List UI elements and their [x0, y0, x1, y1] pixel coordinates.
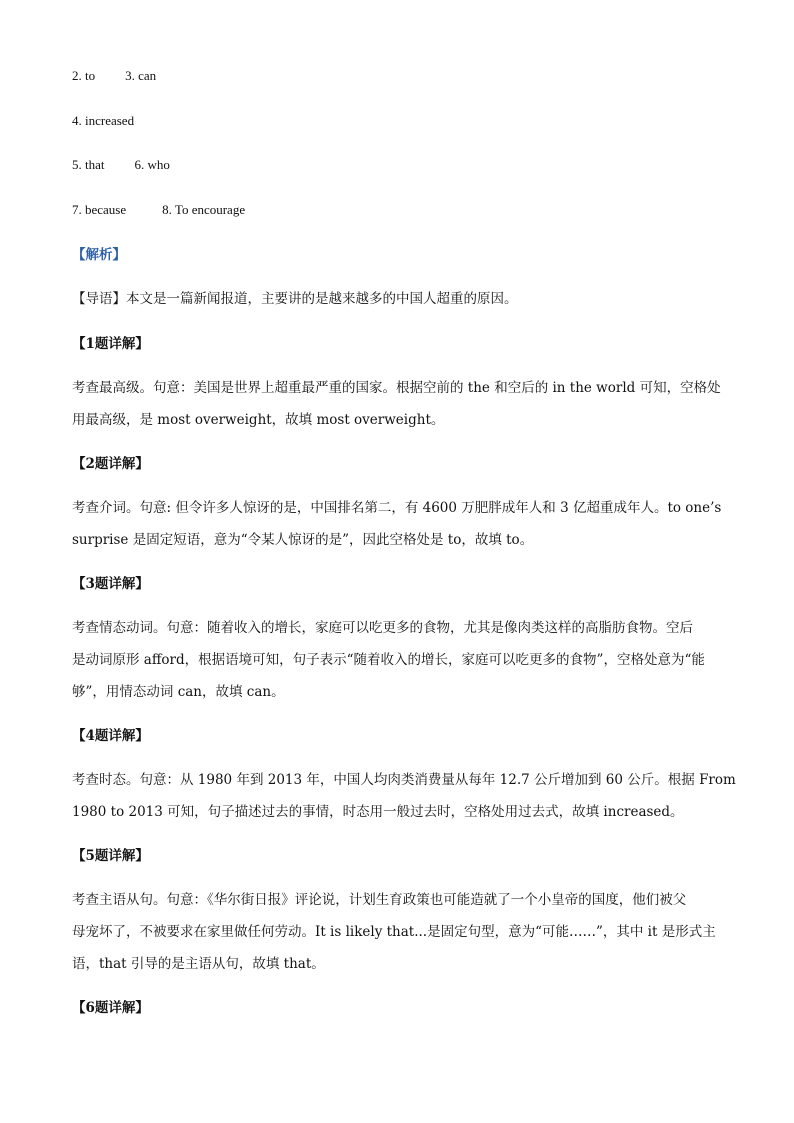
answer-row-4: [72, 112, 134, 130]
answer-6: 6. who: [134, 157, 170, 172]
answer-2: 2. to: [72, 68, 96, 83]
section-2-line-2: surprise 是固定短语，意为“令某人惊讶的是”，因此空格处是 to，故填 to。: [72, 532, 534, 548]
answer-3: 3. can: [125, 68, 157, 83]
section-3-line-2: 是动词原形 afford，根据语境可知，句子表示“随着收入的增长，家庭可以吃更多的食物”，空格处意为“能: [72, 652, 705, 668]
section-5-line-2: 母宠坏了，不被要求在家里做任何劳动。It is likely that...是固定句型，意为“可能……”，其中 it 是形式主: [72, 924, 716, 940]
section-6-heading: 【6题详解】: [72, 1000, 149, 1016]
section-5-heading: 【5题详解】: [72, 848, 149, 864]
section-1-heading: 【1题详解】: [72, 336, 149, 352]
section-1-line-2: 用最高级，是 most overweight，故填 most overweight。: [72, 412, 445, 428]
answer-4: 4. increased: [72, 113, 135, 128]
answer-row-5-6: [72, 156, 170, 174]
section-5-line-1: 考查主语从句。句意：《华尔街日报》评论说，计划生育政策也可能造就了一个小皇帝的国度，他们被父: [72, 892, 687, 908]
section-2-line-1: 考查介词。句意: 但令许多人惊讶的是，中国排名第二，有 4600 万肥胖成年人和 3 亿超重成年人。to one’s: [72, 500, 722, 516]
section-4-line-1: 考查时态。句意：从 1980 年到 2013 年，中国人均肉类消费量从每年 12.7 公斤增加到 60 公斤。根据 From: [72, 772, 736, 788]
section-1-line-1: 考查最高级。句意：美国是世界上超重最严重的国家。根据空前的 the 和空后的 in the world 可知，空格处: [72, 380, 721, 396]
section-4-line-2: 1980 to 2013 可知，句子描述过去的事情，时态用一般过去时，空格处用过去式，故填 increased。: [72, 804, 684, 820]
section-3-line-3: 够”，用情态动词 can，故填 can。: [72, 684, 285, 700]
analysis-heading: 【解析】: [72, 247, 126, 263]
section-4-heading: 【4题详解】: [72, 728, 149, 744]
section-3-heading: 【3题详解】: [72, 576, 149, 592]
answer-row-2-3: [72, 67, 156, 85]
answer-8: 8. To encourage: [162, 202, 246, 217]
section-2-heading: 【2题详解】: [72, 456, 149, 472]
answer-7: 7. because: [72, 202, 127, 217]
section-3-line-1: 考查情态动词。句意：随着收入的增长，家庭可以吃更多的食物，尤其是像肉类这样的高脂肪食物。空后: [72, 620, 693, 636]
section-5-line-3: 语，that 引导的是主语从句，故填 that。: [72, 956, 325, 972]
answer-5: 5. that: [72, 157, 105, 172]
intro-text: 【导语】本文是一篇新闻报道，主要讲的是越来越多的中国人超重的原因。: [72, 291, 518, 307]
answer-row-7-8: [72, 201, 245, 219]
